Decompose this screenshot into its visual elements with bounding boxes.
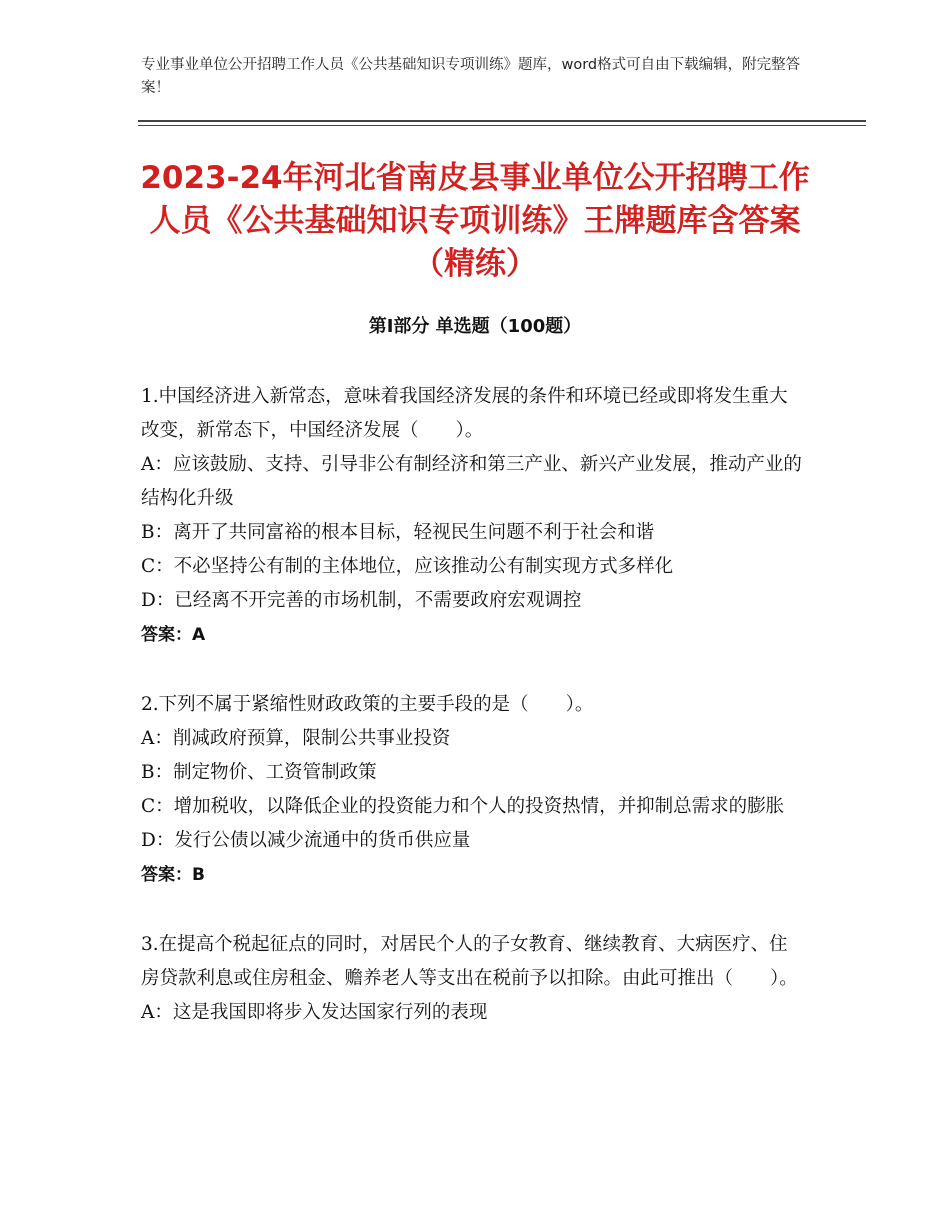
- question-3: [141, 928, 806, 1030]
- answer-label: 答案：A: [141, 625, 206, 645]
- question-stem: 1.中国经济进入新常态，意味着我国经济发展的条件和环境已经或即将发生重大改变，新常态下，中国经济发展（ ）。: [141, 386, 788, 441]
- question-list: [141, 380, 806, 1066]
- option-d: D：发行公债以减少流通中的货币供应量: [141, 830, 471, 851]
- question-stem: 3.在提高个税起征点的同时，对居民个人的子女教育、继续教育、大病医疗、住房贷款利息或住房租金、赡养老人等支出在税前予以扣除。由此可推出（ ）。: [141, 934, 798, 989]
- option-a: A：应该鼓励、支持、引导非公有制经济和第三产业、新兴产业发展，推动产业的结构化升级: [141, 454, 802, 509]
- option-a: A：这是我国即将步入发达国家行列的表现: [141, 1002, 488, 1023]
- question-2: [141, 688, 806, 892]
- option-c: C：增加税收，以降低企业的投资能力和个人的投资热情，并抑制总需求的膨胀: [141, 796, 785, 817]
- option-b: B：制定物价、工资管制政策: [141, 762, 377, 783]
- header-note: 专业事业单位公开招聘工作人员《公共基础知识专项训练》题库，word格式可自由下载编辑，附完整答案！: [141, 57, 801, 96]
- option-b: B：离开了共同富裕的根本目标，轻视民生问题不利于社会和谐: [141, 522, 655, 543]
- header-rule-thick: [138, 120, 866, 122]
- section-heading: 第Ⅰ部分 单选题（100题）: [368, 316, 582, 337]
- option-a: A：削减政府预算，限制公共事业投资: [141, 728, 451, 749]
- page-title: 2023-24年河北省南皮县事业单位公开招聘工作人员《公共基础知识专项训练》王牌题库含答案（精练）: [140, 160, 810, 282]
- question-1: [141, 380, 806, 652]
- question-stem: 2.下列不属于紧缩性财政政策的主要手段的是（ ）。: [141, 694, 594, 715]
- header-rule-thin: [138, 125, 866, 126]
- answer-label: 答案：B: [141, 865, 205, 885]
- option-d: D：已经离不开完善的市场机制，不需要政府宏观调控: [141, 590, 582, 611]
- option-c: C：不必坚持公有制的主体地位，应该推动公有制实现方式多样化: [141, 556, 674, 577]
